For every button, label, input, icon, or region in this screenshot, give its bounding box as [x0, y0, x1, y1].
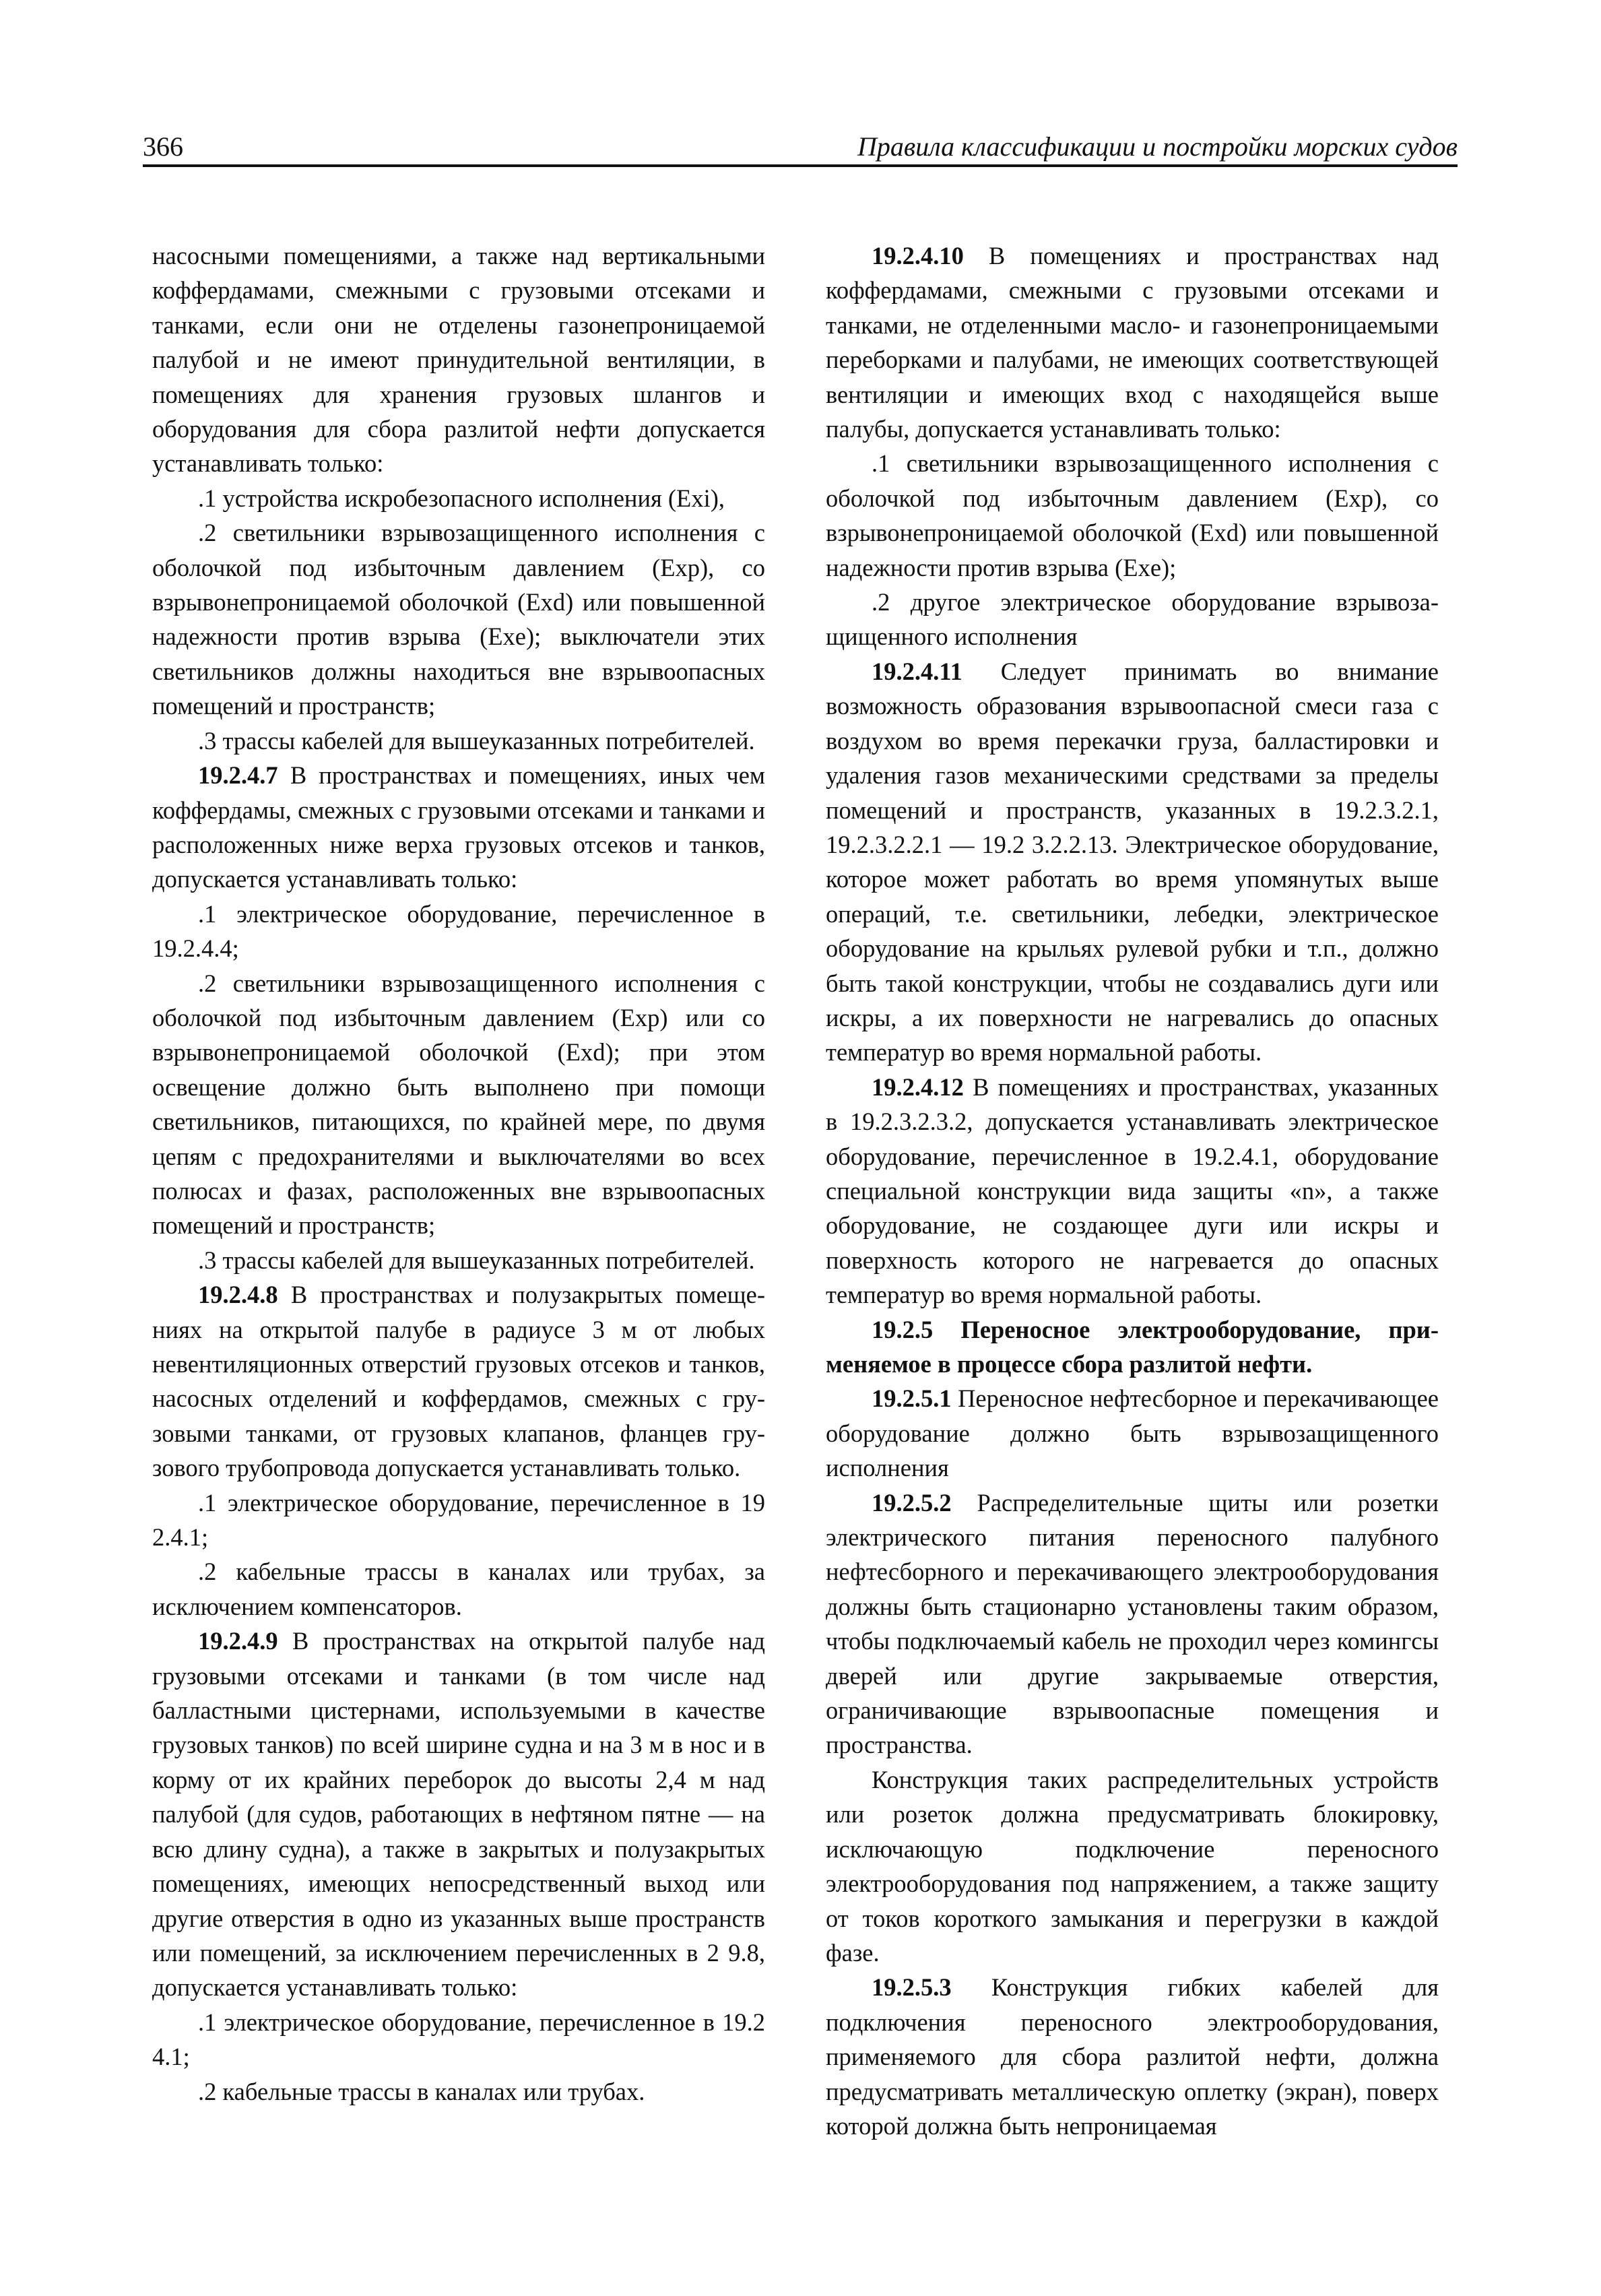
- paragraph: [152, 481, 765, 515]
- numbered-clause: [826, 1070, 1439, 1312]
- paragraph-text: Переносное нефтесборное и перекачивающее оборудование должно быть взрывозащищенного исполнения: [826, 1384, 1439, 1482]
- paragraph: [152, 1486, 765, 1555]
- paragraph-text: .2 кабельные трассы в каналах или трубах.: [198, 2077, 645, 2105]
- paragraph-text: В помещениях и пространствах над коффердамами, смежными с грузовыми отсеками и танками, не отделенными масло- и газонепроницаемыми переборками и палубами, не имеющих соответствующей вентиляции и имеющих вход с находящейся выше палубы, допускается устанавливать только:: [826, 242, 1439, 443]
- running-title: Правила классификации и постройки морских судов: [857, 131, 1458, 162]
- paragraph-text: .2 светильники взрывозащищенного исполнения с оболочкой под избыточным давлением (Exp) или со взрывонепроницаемой оболочкой (Exd); при этом освещение должно быть выполнено при помощи светильников, питающихся, по крайней мере, по двумя цепям с предохранителями и выключателями во всех полюсах и фазах, расположенных вне взрывоопасных помещений и пространств;: [152, 969, 765, 1240]
- numbered-clause: [826, 654, 1439, 1070]
- paragraph-text: 19.2.5 Переносное электрооборудование, применяемое в процессе сбора разлитой нефти.: [826, 1315, 1439, 1378]
- clause-number: 19.2.4.8: [198, 1281, 278, 1309]
- paragraph-text: .1 устройства искробезопасного исполнения (Exi),: [198, 484, 725, 512]
- clause-number: 19.2.5.3: [872, 1973, 952, 2002]
- paragraph-text: .1 электрическое оборудование, перечисленное в 19.2.4.4;: [152, 899, 765, 963]
- paragraph-text: Конструкция гибких кабелей для подключения переносного электрооборудования, применяемого для сбора разлитой нефти, должна предусматривать металлическую оплетку (экран), поверх которой должна быть непроницаемая: [826, 1973, 1439, 2140]
- numbered-clause: [826, 1381, 1439, 1485]
- paragraph: [152, 2074, 765, 2109]
- paragraph: [152, 966, 765, 1243]
- clause-number: 19.2.5.2: [872, 1488, 952, 1517]
- paragraph-text: В помещениях и пространствах, указанных в 19.2.3.2.3.2, допускается устанавливать электрическое оборудование, перечисленное в 19.2.4.1, оборудование специальной конструкции вида защиты «n», а также оборудование, не создающее дуги или искры и поверхность которого не нагревается до опасных температур во время нормальной работы.: [826, 1073, 1439, 1309]
- paragraph-text: В пространствах на открытой палубе над грузовыми отсеками и танками (в том числе над балластными цистернами, используемыми в качестве грузовых танков) по всей ширине судна и на 3 м в нос и в корму от их крайних переборок до высоты 2,4 м над палубой (для судов, работающих в нефтяном пятне — на всю длину судна), а также в закрытых и полузакрытых помещениях, имеющих непосредственный выход или другие отверстия в одно из указанных выше пространств или помещений, за исключением перечисленных в 2 9.8, допускается устанавливать только:: [152, 1627, 765, 2002]
- paragraph: [826, 446, 1439, 585]
- paragraph-text: В пространствах и полузакрытых помещениях на открытой палубе в радиусе 3 м от любых невентиляционных отверстий грузовых отсеков и танков, насосных отделений и коффердамов, смежных с грузовыми танками, от грузовых клапанов, фланцев грузового трубопровода допускается устанавливать только.: [152, 1281, 765, 1482]
- page-header: [143, 132, 1458, 167]
- paragraph-text: .2 другое электрическое оборудование взрывозащищенного исполнения: [826, 588, 1439, 651]
- paragraph-text: .1 электрическое оборудование, перечисленное в 19 2.4.1;: [152, 1488, 765, 1552]
- section-title: [826, 1312, 1439, 1382]
- clause-number: 19.2.5.1: [872, 1384, 952, 1413]
- numbered-clause: [152, 1277, 765, 1485]
- paragraph-text: Следует принимать во внимание возможность образования взрывоопасной смеси газа с воздухом во время перекачки груза, балластировки и удаления газов механическими средствами за пределы помещений и пространств, указанных в 19.2.3.2.1, 19.2.3.2.2.1 — 19.2 3.2.2.13. Электрическое оборудование, которое может работать во время упомянутых выше операций, т.е. светильники, лебедки, электрическое оборудование на крыльях рулевой рубки и т.п., должно быть такой конструкции, чтобы не создавались дуги или искры, а их поверхности не нагревались до опасных температур во время нормальной работы.: [826, 657, 1439, 1066]
- paragraph: [152, 1554, 765, 1624]
- paragraph-text: .2 кабельные трассы в каналах или трубах, за исключением компенсаторов.: [152, 1558, 765, 1620]
- numbered-clause: [826, 1486, 1439, 1762]
- paragraph-text: .3 трассы кабелей для вышеуказанных потребителей.: [198, 726, 755, 755]
- page-number: 366: [143, 131, 183, 162]
- numbered-clause: [826, 238, 1439, 446]
- paragraph: [152, 2005, 765, 2074]
- paragraph-text: .2 светильники взрывозащищенного исполнения с оболочкой под избыточным давлением (Exp), со взрывонепроницаемой оболочкой (Exd) или повышенной надежности против взрыва (Exe); выключатели этих светильников должны находиться вне взрывоопасных помещений и пространств;: [152, 519, 765, 720]
- paragraph-text: .1 электрическое оборудование, перечисленное в 19.2 4.1;: [152, 2008, 765, 2071]
- paragraph: [152, 515, 765, 723]
- right-column: [826, 238, 1439, 2179]
- paragraph-text: В пространствах и помещениях, иных чем коффердамы, смежных с грузовыми отсеками и танками и расположенных ниже верха грузовых отсеков и танков, допускается устанавливать только:: [152, 761, 765, 893]
- paragraph: [152, 897, 765, 966]
- clause-number: 19.2.4.11: [872, 657, 962, 685]
- paragraph-text: .1 светильники взрывозащищенного исполнения с оболочкой под избыточным давлением (Exp), со взрывонепроницаемой оболочкой (Exd) или повышенной надежности против взрыва (Exe);: [826, 449, 1439, 581]
- numbered-clause: [826, 1970, 1439, 2143]
- left-column: [152, 238, 765, 2179]
- paragraph: [826, 1762, 1439, 1970]
- paragraph-text: Конструкция таких распределительных устройств или розеток должна предусматривать блокировку, исключающую подключение переносного электрооборудования под напряжением, а также защиту от токов короткого замыкания и перегрузки в каждой фазе.: [826, 1765, 1439, 1967]
- paragraph: [152, 724, 765, 758]
- numbered-clause: [152, 1624, 765, 2004]
- clause-number: 19.2.4.9: [198, 1627, 278, 1655]
- clause-number: 19.2.4.7: [198, 761, 278, 790]
- paragraph-text: Распределительные щиты или розетки электрического питания переносного палубного нефтесборного и перекачивающего электрооборудования должны быть стационарно установлены таким образом, чтобы подключаемый кабель не проходил через комингсы дверей или другие закрываемые отверстия, ограничивающие взрывоопасные помещения и пространства.: [826, 1488, 1439, 1759]
- numbered-clause: [152, 758, 765, 897]
- paragraph: [152, 238, 765, 481]
- paragraph: [152, 1243, 765, 1277]
- clause-number: 19.2.4.12: [872, 1073, 964, 1101]
- paragraph-text: насосными помещениями, а также над вертикальными коффердамами, смежными с грузовыми отсеками и танками, если они не отделены газонепроницаемой палубой и не имеют принудительной вентиляции, в помещениях для хранения грузовых шлангов и оборудования для сбора разлитой нефти допускается устанавливать только:: [152, 242, 765, 478]
- paragraph: [826, 585, 1439, 654]
- clause-number: 19.2.4.10: [872, 242, 964, 269]
- paragraph-text: .3 трассы кабелей для вышеуказанных потребителей.: [198, 1246, 755, 1274]
